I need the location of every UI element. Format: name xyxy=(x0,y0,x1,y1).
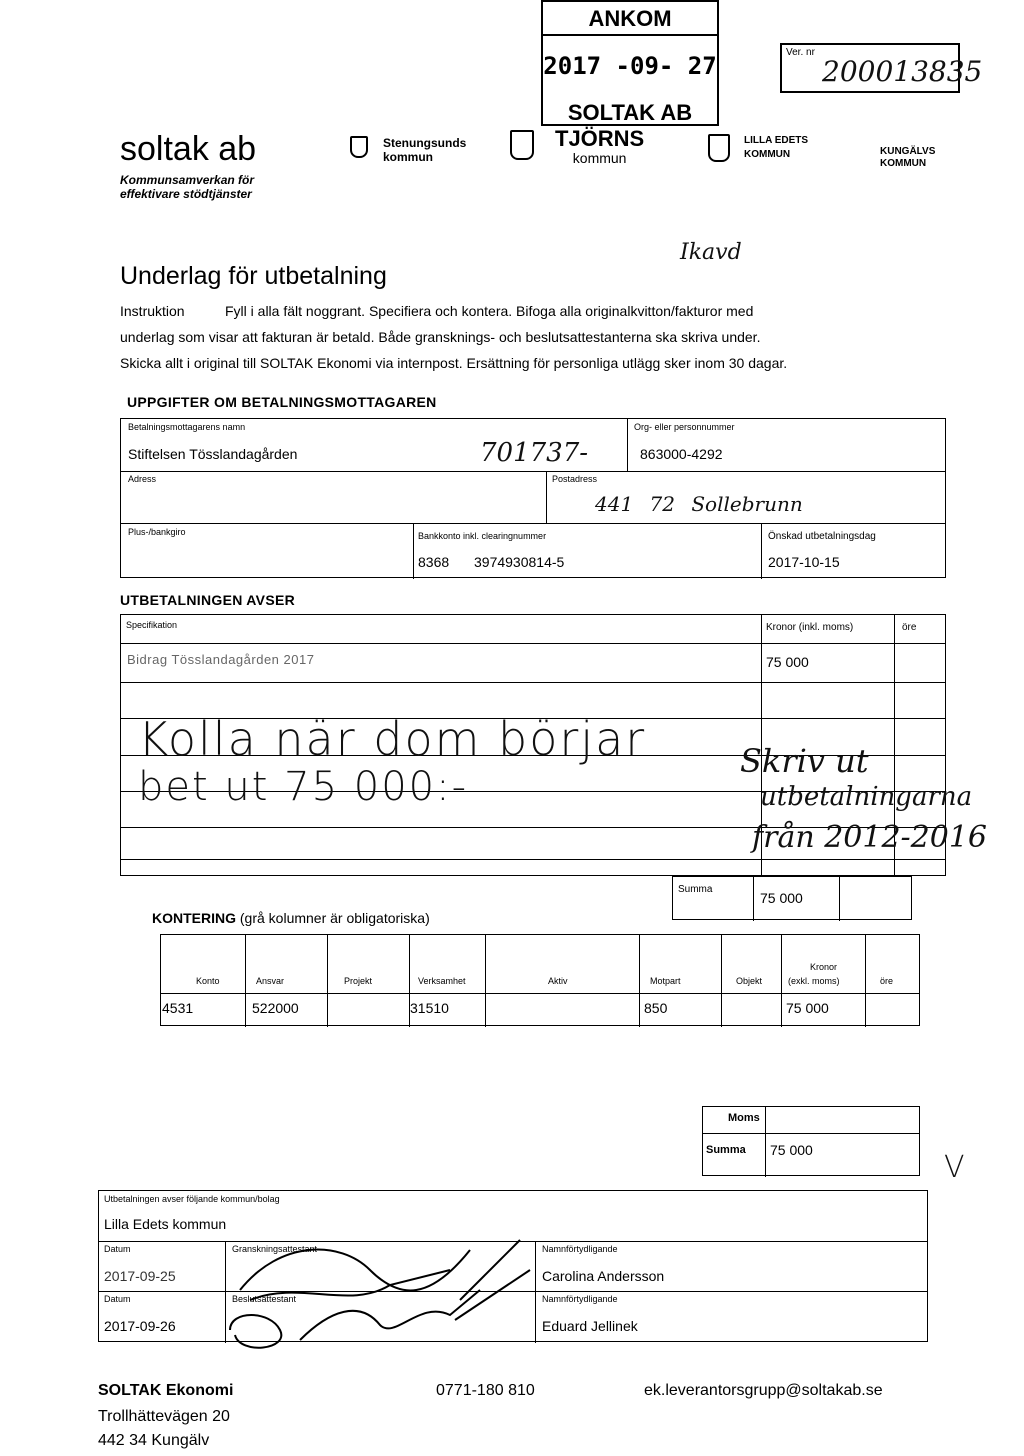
instruction-line-3: Skicka allt i original till SOLTAK Ekonomi via internpost. Ersättning för personliga utlägg sker inom 30 dagar. xyxy=(120,355,788,371)
kontering-header-ansvar: Ansvar xyxy=(256,976,285,986)
signatures xyxy=(220,1230,540,1360)
datum-value-2[interactable]: 2017-09-26 xyxy=(104,1318,176,1334)
instruction-label: Instruktion xyxy=(120,303,185,319)
kontering-header-kronor-2: (exkl. moms) xyxy=(788,976,840,986)
payment-date-value[interactable]: 2017-10-15 xyxy=(768,554,840,570)
handwritten-note-1: Kolla när dom börjar xyxy=(138,712,647,766)
tjorn-logo: TJÖRNS kommun xyxy=(555,126,645,166)
stamp-company: SOLTAK AB xyxy=(567,100,693,125)
spec-row-1[interactable]: Bidrag Tösslandagården 2017 xyxy=(127,652,315,667)
kronor-label: Kronor (inkl. moms) xyxy=(766,622,854,633)
kontering-summa-value[interactable]: 75 000 xyxy=(770,1142,813,1158)
kontering-header-projekt: Projekt xyxy=(344,976,373,986)
instruction-line-2: underlag som visar att fakturan är betald. Både gransknings- och beslutsattestanterna ska skriva under. xyxy=(120,329,761,345)
handwritten-note-right-1: Skriv ut xyxy=(740,742,869,780)
gransk-label: Granskningsattestant xyxy=(232,1244,318,1254)
ver-nr-value: 200013835 xyxy=(822,55,983,88)
footer-phone[interactable]: 0771-180 810 xyxy=(436,1382,535,1399)
footer-street: Trollhättevägen 20 xyxy=(98,1408,230,1425)
stamp-date: 2017 -09- 27 xyxy=(543,52,717,80)
postaddress-handwritten: 441 72 Sollebrunn xyxy=(595,492,803,516)
postaddress-label: Postadress xyxy=(552,474,598,484)
handwritten-note-2: bet ut 75 000:- xyxy=(138,764,469,810)
org-number-value[interactable]: 863000-4292 xyxy=(640,446,723,462)
payment-summa-value[interactable]: 75 000 xyxy=(760,890,803,906)
recipient-name-label: Betalningsmottagarens namn xyxy=(128,422,246,432)
tjorn-crest-icon xyxy=(510,130,534,160)
address-label: Adress xyxy=(128,474,157,484)
soltak-logo xyxy=(120,130,256,201)
ver-nr-label: Ver. nr xyxy=(786,47,815,58)
namn-label-2: Namnförtydligande xyxy=(542,1294,618,1304)
kontering-header-kronor-1: Kronor xyxy=(810,962,838,972)
soltak-tagline-2: effektivare stödtjänster xyxy=(120,187,252,201)
footer-company: SOLTAK Ekonomi xyxy=(98,1382,234,1399)
plusgiro-label: Plus-/bankgiro xyxy=(128,527,186,537)
received-stamp xyxy=(541,0,719,126)
kontering-header-motpart: Motpart xyxy=(650,976,681,986)
stamp-title: ANKOM xyxy=(588,6,672,31)
bank-clearing-value[interactable]: 8368 xyxy=(418,554,450,570)
kontering-heading: KONTERING (grå kolumner är obligatoriska) xyxy=(152,910,430,926)
soltak-tagline-1: Kommunsamverkan för xyxy=(120,173,255,187)
namn-value-1[interactable]: Carolina Andersson xyxy=(542,1268,665,1284)
org-number-label: Org- eller personnummer xyxy=(634,422,735,432)
bank-account-value[interactable]: 3974930814-5 xyxy=(474,554,565,570)
stenungsund-crest-icon xyxy=(350,136,368,158)
bank-account-label: Bankkonto inkl. clearingnummer xyxy=(418,531,547,541)
datum-value-1[interactable]: 2017-09-25 xyxy=(104,1268,176,1284)
datum-label-2: Datum xyxy=(104,1294,131,1304)
handwritten-note-right-3: från 2012-2016 xyxy=(752,820,988,855)
kontering-header-objekt: Objekt xyxy=(736,976,763,986)
kontering-header-aktiv: Aktiv xyxy=(548,976,568,986)
check-mark: V xyxy=(944,1150,965,1185)
kontering-header-verksamhet: Verksamhet xyxy=(418,976,466,986)
kontering-motpart-value[interactable]: 850 xyxy=(644,1000,668,1016)
footer-email[interactable]: ek.leverantorsgrupp@soltakab.se xyxy=(644,1382,883,1399)
kontering-header-ore: öre xyxy=(880,976,894,986)
page-title: Underlag för utbetalning xyxy=(120,262,387,290)
recipient-heading: UPPGIFTER OM BETALNINGSMOTTAGAREN xyxy=(127,394,437,410)
moms-label: Moms xyxy=(728,1112,760,1124)
payment-date-label: Önskad utbetalningsdag xyxy=(768,531,876,542)
handwritten-top-note: Ikavd xyxy=(680,240,742,265)
kontering-konto-value[interactable]: 4531 xyxy=(162,1000,194,1016)
kontering-kronor-value[interactable]: 75 000 xyxy=(786,1000,829,1016)
recipient-name-value[interactable]: Stiftelsen Tösslandagården xyxy=(128,446,298,462)
instruction-line-1: Fyll i alla fält noggrant. Specifiera och kontera. Bifoga alla originalkvitton/fakturor med xyxy=(225,303,754,319)
kontering-header-konto: Konto xyxy=(196,976,220,986)
datum-label-1: Datum xyxy=(104,1244,131,1254)
namn-value-2[interactable]: Eduard Jellinek xyxy=(542,1318,638,1334)
spec-label: Specifikation xyxy=(126,620,178,630)
kontering-summa-label: Summa xyxy=(706,1144,746,1156)
recipient-name-handwritten: 701737- xyxy=(480,438,589,468)
handwritten-note-right-2: utbetalningarna xyxy=(760,782,973,812)
stenungsund-logo: Stenungsunds kommun xyxy=(383,136,467,164)
kronor-row-1[interactable]: 75 000 xyxy=(766,654,809,670)
lilla-edet-crest-icon xyxy=(708,134,730,162)
approval-kommun[interactable]: Lilla Edets kommun xyxy=(104,1216,227,1232)
kontering-verksamhet-value[interactable]: 31510 xyxy=(410,1000,449,1016)
payment-summa-label: Summa xyxy=(678,884,713,895)
ore-label: öre xyxy=(902,622,917,633)
footer-city: 442 34 Kungälv xyxy=(98,1432,210,1449)
ver-nr-box xyxy=(780,43,983,93)
beslut-label: Beslutsattestant xyxy=(232,1294,297,1304)
kungalv-logo: KUNGÄLVS KOMMUN xyxy=(880,146,936,169)
lilla-edet-logo: LILLA EDETS KOMMUN xyxy=(744,135,809,160)
soltak-name: soltak ab xyxy=(120,130,257,168)
approval-header-label: Utbetalningen avser följande kommun/bolag xyxy=(104,1194,280,1204)
kontering-ansvar-value[interactable]: 522000 xyxy=(252,1000,299,1016)
namn-label-1: Namnförtydligande xyxy=(542,1244,618,1254)
payment-heading: UTBETALNINGEN AVSER xyxy=(120,592,295,608)
